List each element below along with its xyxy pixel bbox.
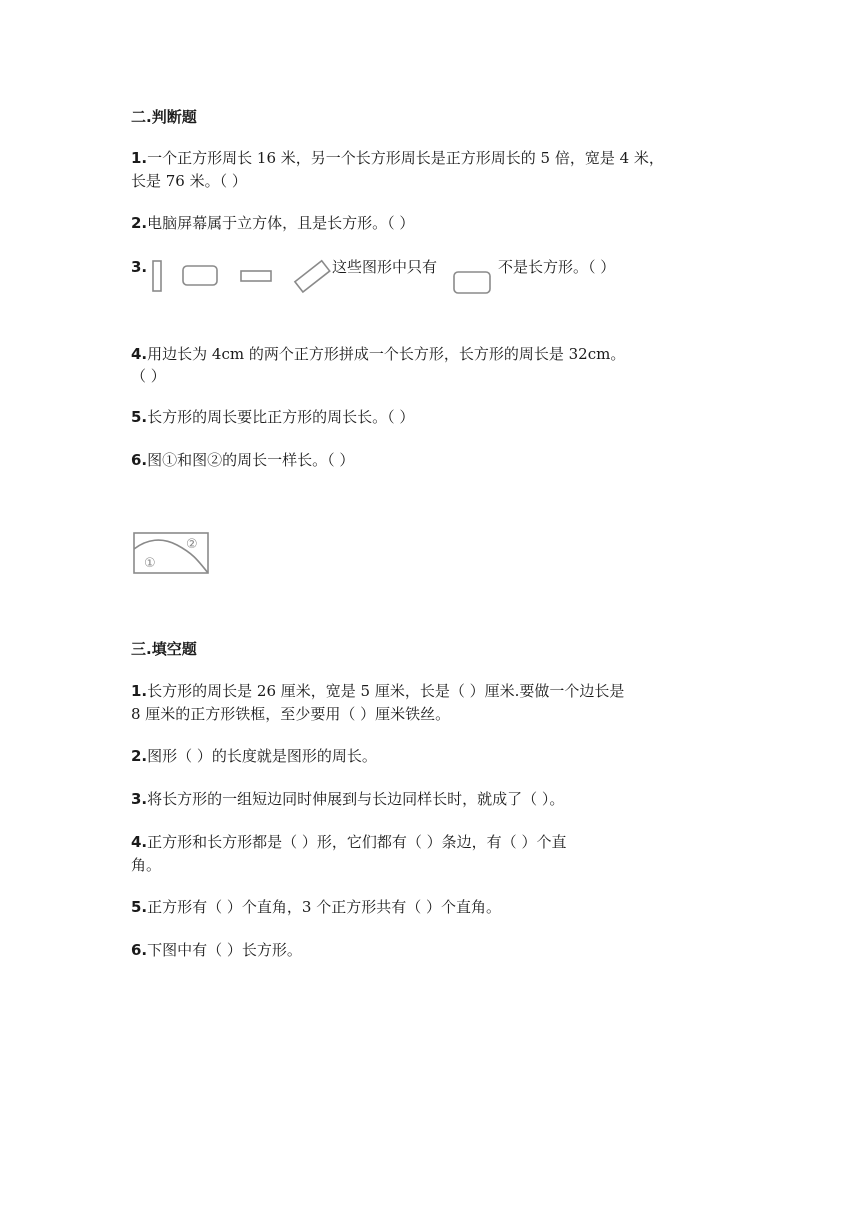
section-title-fill-blank: 三.填空题 <box>131 640 197 658</box>
question-2-4-line1 <box>131 343 625 365</box>
rounded-rectangle-answer-shape <box>452 270 494 296</box>
question-text: 图①和图②的周长一样长。（ ） <box>147 451 355 469</box>
rounded-rectangle-shape <box>183 266 217 285</box>
shapes-row-figure <box>150 255 350 300</box>
question-text: 长方形的周长要比正方形的周长长。（ ） <box>147 408 415 426</box>
perimeter-comparison-figure <box>132 531 212 577</box>
question-text: 将长方形的一组短边同时伸展到与长边同样长时，就成了（ ）。 <box>147 790 565 808</box>
question-number: 4. <box>131 345 148 363</box>
question-number: 4. <box>131 833 148 851</box>
flat-rectangle-shape <box>241 271 271 281</box>
question-number: 6. <box>131 941 148 959</box>
question-number: 5. <box>131 898 148 916</box>
question-2-5 <box>131 406 414 428</box>
question-text: 下图中有（ ）长方形。 <box>147 941 302 959</box>
figure-label-2: ② <box>186 537 198 552</box>
question-3-4-line1 <box>131 831 566 853</box>
question-3-1-line2: 8 厘米的正方形铁框，至少要用（ ）厘米铁丝。 <box>131 705 451 723</box>
question-2-1-line2: 长是 76 米。（ ） <box>131 172 247 190</box>
tilted-rectangle-shape <box>295 261 330 292</box>
question-text: 电脑屏幕属于立方体，且是长方形。（ ） <box>147 214 415 232</box>
question-text: 用边长为 4cm 的两个正方形拼成一个长方形，长方形的周长是 32cm。 <box>147 345 626 363</box>
question-number: 1. <box>131 149 148 167</box>
question-3-2 <box>131 745 377 767</box>
question-number: 5. <box>131 408 148 426</box>
figure-label-1: ① <box>144 556 156 571</box>
question-3-6 <box>131 939 302 961</box>
question-3-3 <box>131 788 564 810</box>
section-title-judgment: 二.判断题 <box>131 108 197 126</box>
question-2-3-text-a: 这些图形中只有 <box>332 258 438 276</box>
question-text: 一个正方形周长 16 米，另一个长方形周长是正方形周长的 5 倍，宽是 4 米， <box>147 149 664 167</box>
question-number: 3. <box>131 258 148 276</box>
question-2-4-line2: （ ） <box>131 367 166 385</box>
question-3-1-line1 <box>131 680 624 702</box>
question-number: 6. <box>131 451 148 469</box>
question-text: 图形（ ）的长度就是图形的周长。 <box>147 747 377 765</box>
question-number: 1. <box>131 682 148 700</box>
thin-rectangle-shape <box>153 261 161 291</box>
question-2-3-text-b: 不是长方形。（ ） <box>498 258 616 276</box>
question-3-4-line2: 角。 <box>131 856 162 874</box>
question-2-1-line1 <box>131 147 664 169</box>
question-2-2 <box>131 212 414 234</box>
question-number: 2. <box>131 214 148 232</box>
question-2-6 <box>131 449 354 471</box>
question-number: 2. <box>131 747 148 765</box>
question-text: 长方形的周长是 26 厘米，宽是 5 厘米，长是（ ）厘米.要做一个边长是 <box>147 682 625 700</box>
question-3-5 <box>131 896 501 918</box>
question-text: 正方形有（ ）个直角，3 个正方形共有（ ）个直角。 <box>147 898 501 916</box>
question-text: 正方形和长方形都是（ ）形，它们都有（ ）条边，有（ ）个直 <box>147 833 567 851</box>
question-number: 3. <box>131 790 148 808</box>
